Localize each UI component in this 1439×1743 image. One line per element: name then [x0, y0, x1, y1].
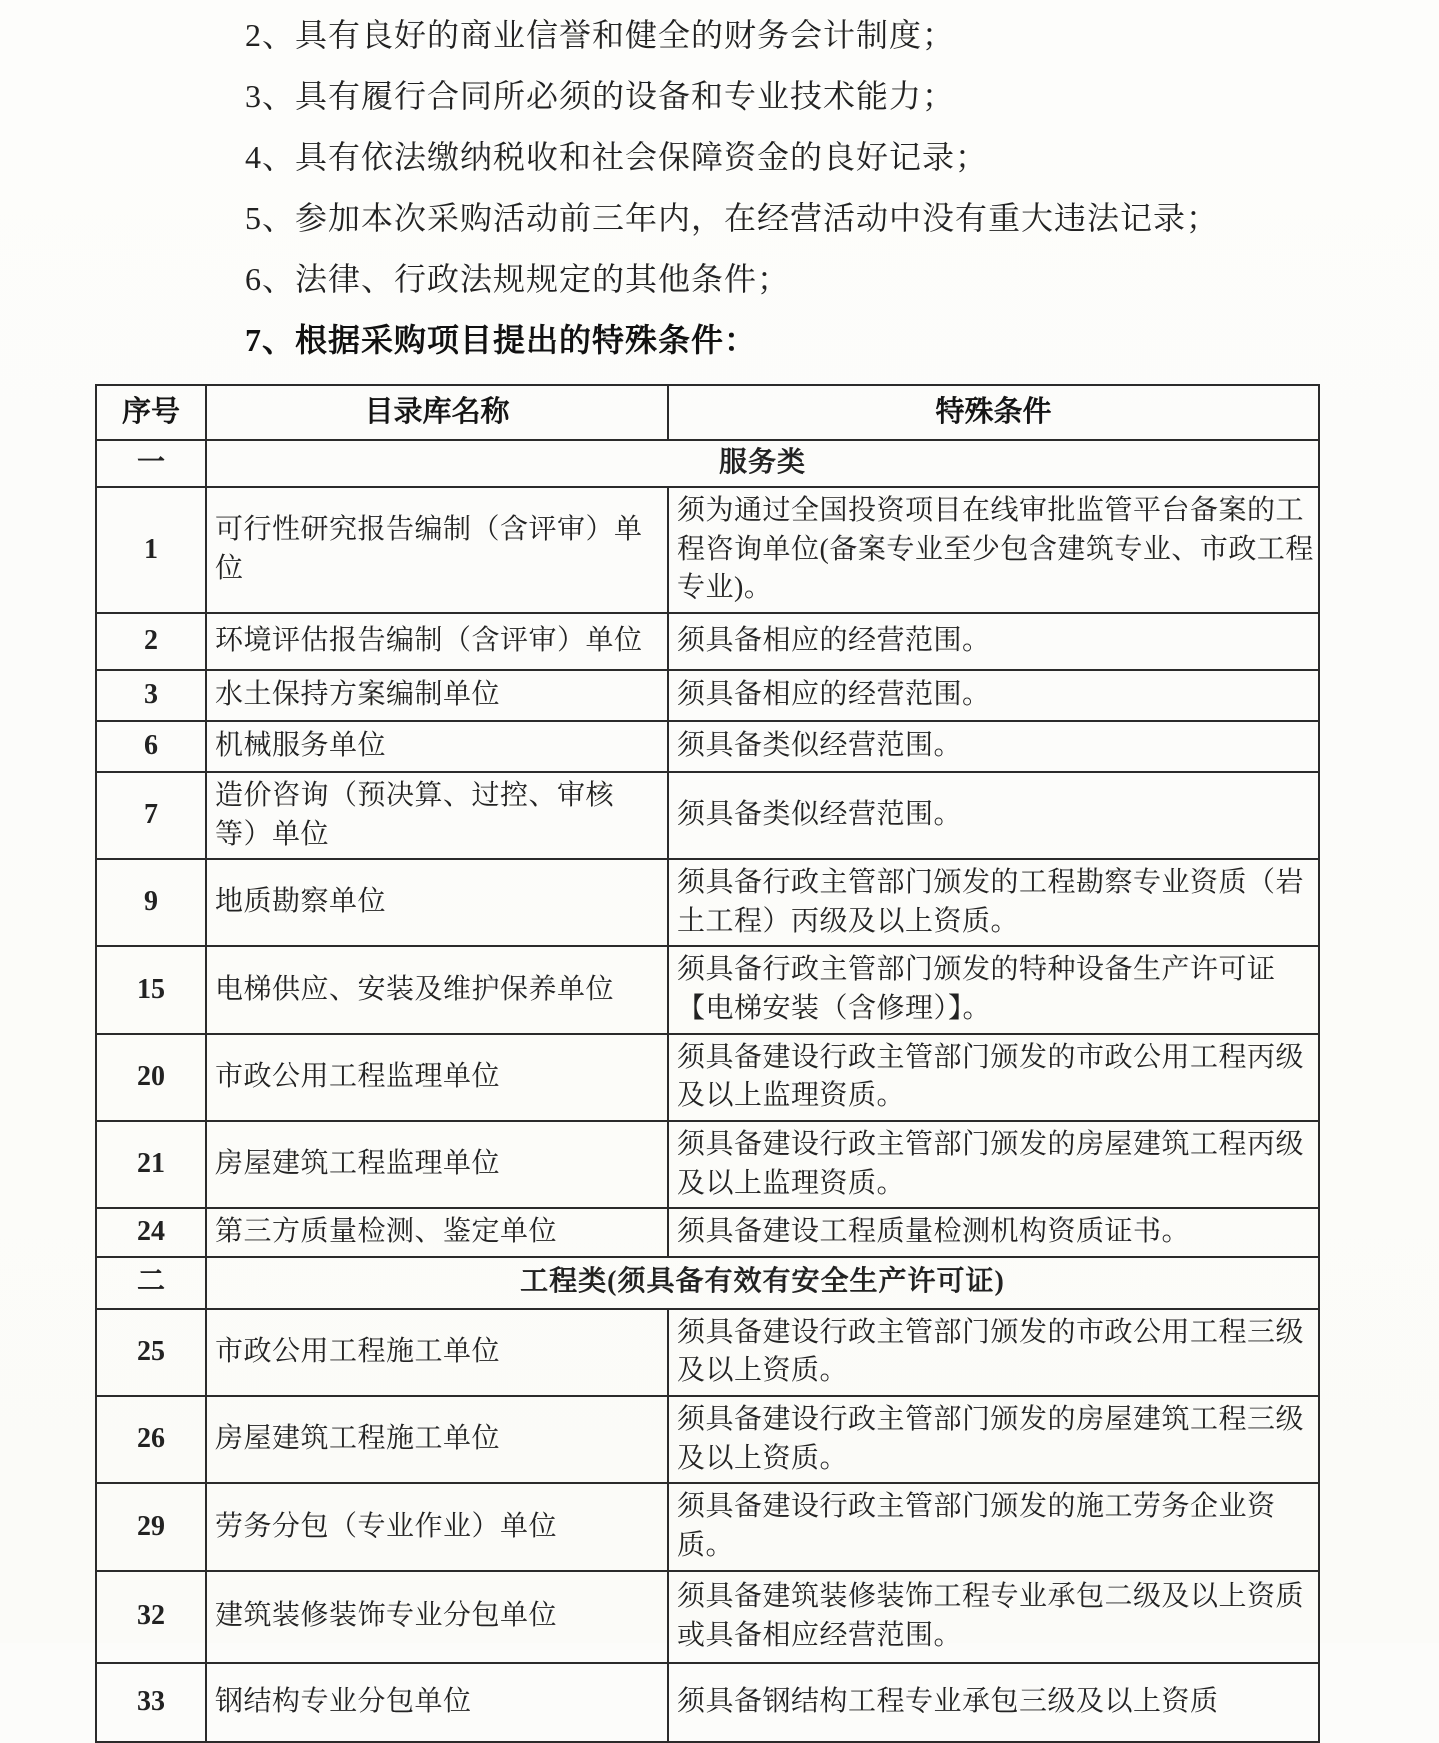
- special-condition-cell: 须具备建设行政主管部门颁发的房屋建筑工程丙级及以上监理资质。: [668, 1121, 1319, 1208]
- condition-item-4: 4、具有依法缴纳税收和社会保障资金的良好记录；: [245, 139, 989, 175]
- row-number-cell: 26: [96, 1396, 206, 1483]
- table-row: [96, 772, 1319, 859]
- table-header-row: [96, 385, 1319, 440]
- header-serial-number: 序号: [96, 385, 206, 440]
- special-condition-cell: 须具备行政主管部门颁发的特种设备生产许可证【电梯安装（含修理）】。: [668, 946, 1319, 1033]
- table-section-row: [96, 1257, 1319, 1309]
- catalog-name-cell: 地质勘察单位: [206, 859, 668, 946]
- condition-item-3: 3、具有履行合同所必须的设备和专业技术能力；: [245, 78, 956, 114]
- special-condition-cell: 须具备类似经营范围。: [668, 721, 1319, 772]
- special-conditions-table-body: [96, 440, 1319, 1742]
- special-conditions-table: [95, 384, 1320, 1743]
- condition-item-5: 5、参加本次采购活动前三年内，在经营活动中没有重大违法记录；: [245, 200, 1220, 236]
- catalog-name-cell: 劳务分包（专业作业）单位: [206, 1483, 668, 1570]
- condition-item-2: 2、具有良好的商业信誉和健全的财务会计制度；: [245, 17, 956, 53]
- catalog-name-cell: 市政公用工程施工单位: [206, 1309, 668, 1396]
- table-row: [96, 1309, 1319, 1396]
- special-condition-cell: 须具备建设行政主管部门颁发的房屋建筑工程三级及以上资质。: [668, 1396, 1319, 1483]
- table-row: [96, 1663, 1319, 1742]
- catalog-name-cell: 房屋建筑工程施工单位: [206, 1396, 668, 1483]
- section-number-cell: 二: [96, 1257, 206, 1309]
- special-condition-cell: 须具备行政主管部门颁发的工程勘察专业资质（岩土工程）丙级及以上资质。: [668, 859, 1319, 946]
- row-number-cell: 32: [96, 1571, 206, 1663]
- special-condition-cell: 须具备建筑装修装饰工程专业承包二级及以上资质或具备相应经营范围。: [668, 1571, 1319, 1663]
- table-row: [96, 1571, 1319, 1663]
- row-number-cell: 21: [96, 1121, 206, 1208]
- condition-item-7-special: 7、根据采购项目提出的特殊条件：: [245, 322, 758, 358]
- row-number-cell: 33: [96, 1663, 206, 1742]
- row-number-cell: 29: [96, 1483, 206, 1570]
- row-number-cell: 9: [96, 859, 206, 946]
- catalog-name-cell: 造价咨询（预决算、过控、审核等）单位: [206, 772, 668, 859]
- table-row: [96, 1034, 1319, 1121]
- special-condition-cell: 须具备建设行政主管部门颁发的施工劳务企业资质。: [668, 1483, 1319, 1570]
- section-number-cell: 一: [96, 440, 206, 487]
- section-title-cell: 工程类(须具备有效有安全生产许可证): [206, 1257, 1319, 1309]
- special-condition-cell: 须具备建设行政主管部门颁发的市政公用工程丙级及以上监理资质。: [668, 1034, 1319, 1121]
- catalog-name-cell: 机械服务单位: [206, 721, 668, 772]
- row-number-cell: 1: [96, 487, 206, 613]
- condition-item-6: 6、法律、行政法规规定的其他条件；: [245, 261, 791, 297]
- special-condition-cell: 须具备相应的经营范围。: [668, 613, 1319, 670]
- catalog-name-cell: 建筑装修装饰专业分包单位: [206, 1571, 668, 1663]
- table-row: [96, 1208, 1319, 1257]
- catalog-name-cell: 钢结构专业分包单位: [206, 1663, 668, 1742]
- row-number-cell: 24: [96, 1208, 206, 1257]
- catalog-name-cell: 环境评估报告编制（含评审）单位: [206, 613, 668, 670]
- header-catalog-name: 目录库名称: [206, 385, 668, 440]
- section-title-cell: 服务类: [206, 440, 1319, 487]
- table-row: [96, 1396, 1319, 1483]
- special-condition-cell: 须为通过全国投资项目在线审批监管平台备案的工程咨询单位(备案专业至少包含建筑专业、市政工程专业)。: [668, 487, 1319, 613]
- row-number-cell: 2: [96, 613, 206, 670]
- special-condition-cell: 须具备建设行政主管部门颁发的市政公用工程三级及以上资质。: [668, 1309, 1319, 1396]
- special-condition-cell: 须具备建设工程质量检测机构资质证书。: [668, 1208, 1319, 1257]
- conditions-list: [0, 0, 1439, 357]
- table-row: [96, 613, 1319, 670]
- special-condition-cell: 须具备钢结构工程专业承包三级及以上资质: [668, 1663, 1319, 1742]
- catalog-name-cell: 房屋建筑工程监理单位: [206, 1121, 668, 1208]
- special-condition-cell: 须具备类似经营范围。: [668, 772, 1319, 859]
- catalog-name-cell: 第三方质量检测、鉴定单位: [206, 1208, 668, 1257]
- table-row: [96, 1483, 1319, 1570]
- row-number-cell: 7: [96, 772, 206, 859]
- row-number-cell: 15: [96, 946, 206, 1033]
- table-section-row: [96, 440, 1319, 487]
- row-number-cell: 20: [96, 1034, 206, 1121]
- table-row: [96, 670, 1319, 721]
- table-row: [96, 721, 1319, 772]
- row-number-cell: 3: [96, 670, 206, 721]
- catalog-name-cell: 电梯供应、安装及维护保养单位: [206, 946, 668, 1033]
- catalog-name-cell: 市政公用工程监理单位: [206, 1034, 668, 1121]
- header-special-condition: 特殊条件: [668, 385, 1319, 440]
- table-row: [96, 487, 1319, 613]
- table-row: [96, 1121, 1319, 1208]
- row-number-cell: 6: [96, 721, 206, 772]
- catalog-name-cell: 可行性研究报告编制（含评审）单位: [206, 487, 668, 613]
- row-number-cell: 25: [96, 1309, 206, 1396]
- table-row: [96, 946, 1319, 1033]
- table-row: [96, 859, 1319, 946]
- special-condition-cell: 须具备相应的经营范围。: [668, 670, 1319, 721]
- catalog-name-cell: 水土保持方案编制单位: [206, 670, 668, 721]
